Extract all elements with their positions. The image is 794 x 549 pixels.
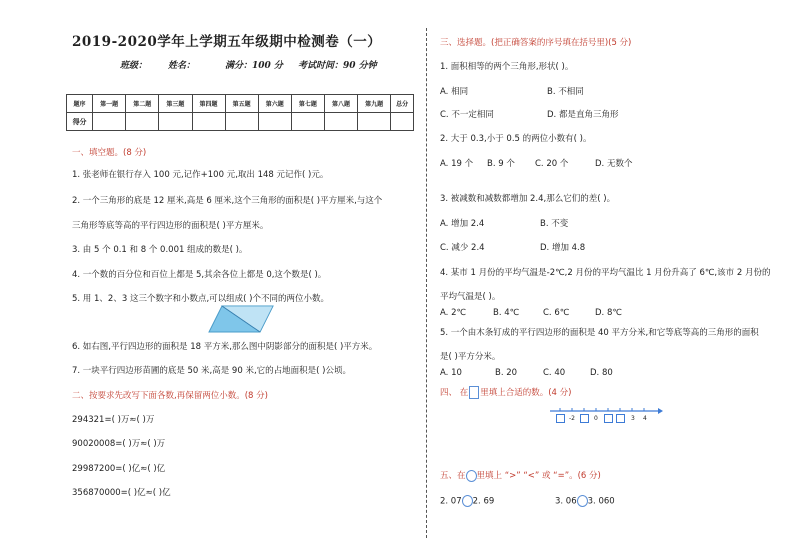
choice-q3-option-c[interactable]: C. 减少 2.4 xyxy=(440,243,485,253)
table-cell: 第四题 xyxy=(192,95,225,113)
score-entry[interactable] xyxy=(291,113,324,131)
number-line-label: 0 xyxy=(594,415,598,422)
column-divider xyxy=(426,28,427,538)
arrow-right-icon xyxy=(658,408,663,414)
choice-q2-option-c[interactable]: C. 20 个 xyxy=(535,159,569,169)
score-table-score-row xyxy=(67,113,414,131)
choice-q1-option-b[interactable]: B. 不相同 xyxy=(547,87,584,97)
choice-q5-option-a[interactable]: A. 10 xyxy=(440,368,462,378)
section-4-suffix: 里填上合适的数。(4 分) xyxy=(480,388,572,398)
table-cell: 第八题 xyxy=(325,95,358,113)
choice-q4-option-a[interactable]: A. 2℃ xyxy=(440,308,467,318)
compare-item-2 xyxy=(555,495,615,507)
rewrite-row-4: 356870000=( )亿≈( )亿 xyxy=(72,488,171,498)
score-table xyxy=(66,94,414,131)
choice-q5-option-c[interactable]: C. 40 xyxy=(543,368,566,378)
score-entry[interactable] xyxy=(258,113,291,131)
class-label: 班级： xyxy=(120,61,148,71)
choice-q3-option-b[interactable]: B. 不变 xyxy=(540,219,569,229)
score-entry[interactable] xyxy=(325,113,358,131)
choice-q5-option-d[interactable]: D. 80 xyxy=(590,368,613,378)
number-line-label: 4 xyxy=(643,415,647,422)
compare-2-circle[interactable] xyxy=(577,495,588,507)
parallelogram-figure xyxy=(208,305,274,333)
choice-q2-option-d[interactable]: D. 无数个 xyxy=(595,159,633,169)
question-6: 6. 如右图,平行四边形的面积是 18 平方米,那么图中阴影部分的面积是( )平方米。 xyxy=(72,342,378,352)
question-4: 4. 一个数的百分位和百位上都是 5,其余各位上都是 0,这个数是( )。 xyxy=(72,270,327,280)
table-cell: 第五题 xyxy=(225,95,258,113)
question-3: 3. 由 5 个 0.1 和 8 个 0.001 组成的数是( )。 xyxy=(72,245,248,255)
choice-q4-option-b[interactable]: B. 4℃ xyxy=(493,308,520,318)
number-line xyxy=(548,404,664,428)
section-4-prefix: 四、 在 xyxy=(440,388,469,398)
compare-1-circle[interactable] xyxy=(462,495,473,507)
compare-1-left: 2. 07 xyxy=(440,496,462,507)
table-cell: 第九题 xyxy=(358,95,391,113)
choice-q4-line-2: 平均气温是( )。 xyxy=(440,292,501,302)
number-line-label: 3 xyxy=(631,415,635,422)
number-line-blank-4[interactable] xyxy=(616,414,625,423)
score-entry[interactable] xyxy=(358,113,391,131)
section-5-prefix: 五、在 xyxy=(440,471,466,481)
compare-2-left: 3. 06 xyxy=(555,496,577,507)
choice-q5-line-2: 是( )平方分米。 xyxy=(440,352,501,362)
score-entry[interactable] xyxy=(93,113,126,131)
choice-q3-option-a[interactable]: A. 增加 2.4 xyxy=(440,219,485,229)
choice-q2-option-a[interactable]: A. 19 个 xyxy=(440,159,474,169)
table-cell: 第六题 xyxy=(258,95,291,113)
table-cell: 第七题 xyxy=(291,95,324,113)
number-line-blank-1[interactable] xyxy=(556,414,565,423)
choice-q4-option-c[interactable]: C. 6℃ xyxy=(543,308,570,318)
section-5-suffix: 里填上 “>” “<” 或 “=”。(6 分) xyxy=(476,471,601,481)
table-cell: 第三题 xyxy=(159,95,192,113)
choice-q1: 1. 面积相等的两个三角形,形状( )。 xyxy=(440,62,574,72)
score-entry[interactable] xyxy=(391,113,414,131)
exam-time: 考试时间：90 分钟 xyxy=(298,61,377,71)
choice-q3: 3. 被减数和减数都增加 2.4,那么它们的差( )。 xyxy=(440,194,616,204)
number-line-label: -2 xyxy=(569,415,575,422)
question-2-line-2: 三角形等底等高的平行四边形的面积是( )平方厘米。 xyxy=(72,221,269,231)
compare-item-1 xyxy=(440,495,494,507)
choice-q4-option-d[interactable]: D. 8℃ xyxy=(595,308,622,318)
table-cell: 第一题 xyxy=(93,95,126,113)
number-line-blank-2[interactable] xyxy=(580,414,589,423)
section-3-heading: 三、选择题。(把正确答案的序号填在括号里)(5 分) xyxy=(440,38,632,48)
table-cell: 第二题 xyxy=(126,95,159,113)
rewrite-row-2: 90020008=( )万≈( )万 xyxy=(72,439,166,449)
section-2-heading: 二、按要求先改写下面各数,再保留两位小数。(8 分) xyxy=(72,391,268,401)
choice-q5-option-b[interactable]: B. 20 xyxy=(495,368,518,378)
score-entry[interactable] xyxy=(225,113,258,131)
table-cell: 题序 xyxy=(67,95,93,113)
table-cell: 得分 xyxy=(67,113,93,131)
choice-q1-option-d[interactable]: D. 都是直角三角形 xyxy=(547,110,619,120)
table-cell: 总分 xyxy=(391,95,414,113)
rewrite-row-1: 294321=( )万≈( )万 xyxy=(72,415,155,425)
score-entry[interactable] xyxy=(192,113,225,131)
score-entry[interactable] xyxy=(159,113,192,131)
full-score: 满分：100 分 xyxy=(225,61,283,71)
score-entry[interactable] xyxy=(126,113,159,131)
choice-q5-line-1: 5. 一个由木条钉成的平行四边形的面积是 40 平方分米,和它等底等高的三角形的面积 xyxy=(440,328,759,338)
section-4-heading xyxy=(440,386,571,399)
choice-q2: 2. 大于 0.3,小于 0.5 的两位小数有( )。 xyxy=(440,134,592,144)
section-1-heading: 一、填空题。(8 分) xyxy=(72,148,147,158)
score-table-header-row xyxy=(67,95,414,113)
circle-blank-icon xyxy=(466,470,477,482)
section-5-heading xyxy=(440,469,601,482)
question-5: 5. 用 1、2、3 这三个数字和小数点,可以组成( )个不同的两位小数。 xyxy=(72,294,329,304)
choice-q2-option-b[interactable]: B. 9 个 xyxy=(487,159,515,169)
name-label: 姓名： xyxy=(168,61,196,71)
choice-q1-option-a[interactable]: A. 相同 xyxy=(440,87,469,97)
choice-q3-option-d[interactable]: D. 增加 4.8 xyxy=(540,243,586,253)
compare-1-right: 2. 69 xyxy=(472,496,495,507)
number-line-blank-3[interactable] xyxy=(604,414,613,423)
question-1: 1. 张老师在银行存入 100 元,记作+100 元,取出 148 元记作( )元。 xyxy=(72,170,329,180)
compare-2-right: 3. 060 xyxy=(587,496,615,507)
choice-q1-option-c[interactable]: C. 不一定相同 xyxy=(440,110,494,120)
choice-q4-line-1: 4. 某市 1 月份的平均气温是-2℃,2 月份的平均气温比 1 月份升高了 6℃,该市 2 月份的 xyxy=(440,268,771,278)
square-box-icon xyxy=(469,386,479,399)
page-title: 2019-2020学年上学期五年级期中检测卷（一） xyxy=(72,34,382,50)
question-2-line-1: 2. 一个三角形的底是 12 厘米,高是 6 厘米,这个三角形的面积是( )平方厘米,与这个 xyxy=(72,196,383,206)
question-7: 7. 一块平行四边形苗圃的底是 50 米,高是 90 米,它的占地面积是( )公顷。 xyxy=(72,366,351,376)
rewrite-row-3: 29987200=( )亿≈( )亿 xyxy=(72,464,166,474)
